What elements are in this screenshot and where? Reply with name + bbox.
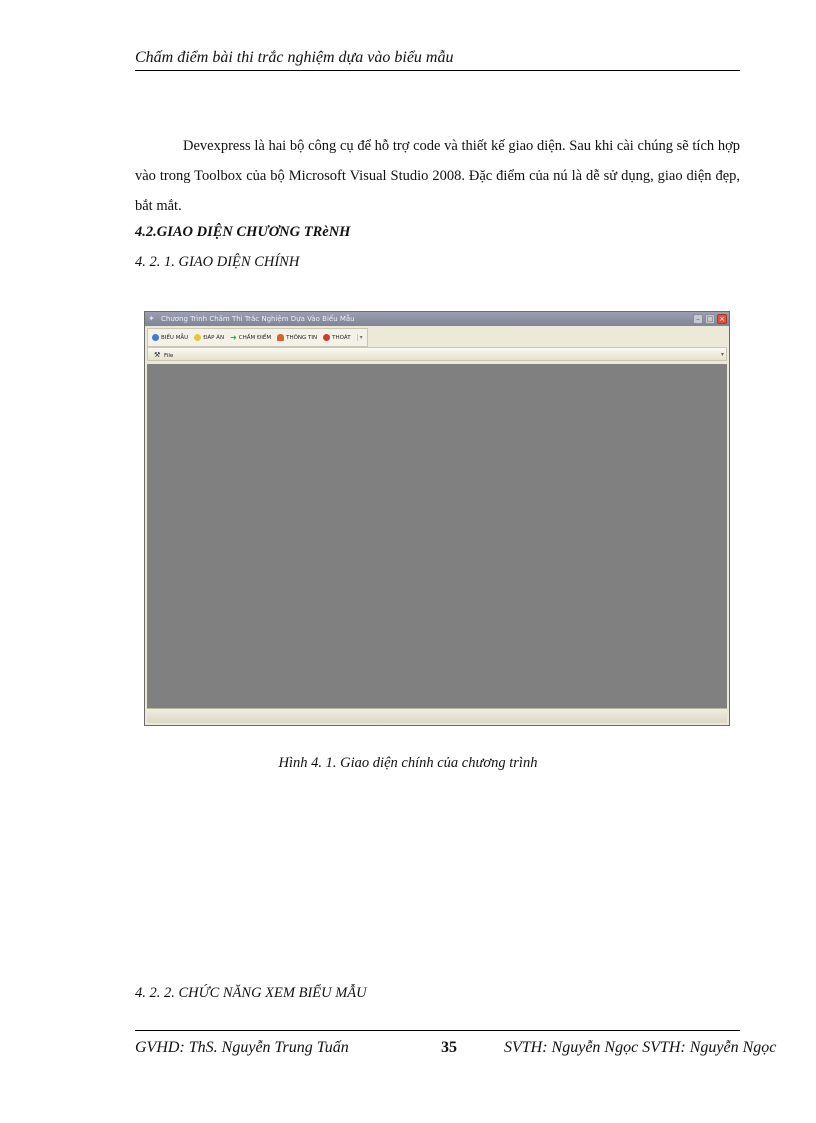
- toolbar-item-cham-diem[interactable]: [230, 333, 271, 342]
- toolbar-label: CHẤM ĐIỂM: [238, 334, 272, 341]
- toolbar-label: THÔNG TIN: [286, 334, 318, 341]
- toolbar-item-dap-an[interactable]: [194, 334, 224, 341]
- footer-supervisor: GVHD: ThS. Nguyễn Trung Tuấn: [135, 1039, 349, 1056]
- app-icon: ✦: [148, 314, 155, 323]
- minimize-icon[interactable]: –: [693, 314, 703, 324]
- menu-file[interactable]: File: [164, 353, 174, 359]
- toolbar-overflow-chevron-icon[interactable]: ▾: [357, 334, 363, 341]
- menubar-chevron-down-icon[interactable]: ▾: [720, 351, 724, 358]
- toolbar-item-bieu-mau[interactable]: [152, 334, 188, 341]
- subsection-heading-main-ui: 4. 2. 1. GIAO DIỆN CHÍNH: [135, 254, 300, 270]
- close-icon[interactable]: ×: [717, 314, 727, 324]
- toolbar-label: ĐÁP ÁN: [203, 334, 225, 341]
- arrow-right-icon: ➜: [230, 333, 237, 342]
- main-toolbar: [147, 328, 368, 347]
- body-paragraph: [135, 131, 740, 221]
- user-icon: [277, 334, 284, 341]
- mdi-workspace: [147, 364, 727, 708]
- footer-student: SVTH: Nguyễn Ngọc SVTH: Nguyễn Ngọc: [504, 1039, 777, 1056]
- exit-icon: [323, 334, 330, 341]
- maximize-icon[interactable]: □: [706, 315, 714, 323]
- toolbar-item-thoat[interactable]: [323, 334, 350, 341]
- page-number: 35: [441, 1039, 457, 1056]
- lightbulb-icon: [194, 334, 201, 341]
- toolbar-item-thong-tin[interactable]: [277, 334, 317, 341]
- subsection-heading-view-form: 4. 2. 2. CHỨC NĂNG XEM BIỂU MẪU: [135, 985, 367, 1001]
- toolbar-label: BIỂU MẪU: [161, 334, 189, 341]
- window-controls: [693, 314, 727, 324]
- app-screenshot-window: [144, 311, 730, 726]
- figure-caption: Hình 4. 1. Giao diện chính của chương trình: [278, 755, 538, 771]
- menu-bar: [147, 347, 727, 361]
- window-title: Chương Trình Chấm Thi Trắc Nghiệm Dựa Vào Biểu Mẫu: [161, 315, 355, 323]
- globe-icon: [152, 334, 159, 341]
- section-heading: 4.2.GIAO DIỆN CHƯƠNG TRèNH: [135, 224, 351, 240]
- wrench-icon: ⚒: [154, 351, 161, 359]
- page-header-title: Chấm điểm bài thi trắc nghiệm dựa vào biểu mẫu: [135, 49, 454, 66]
- paragraph-text: Devexpress là hai bộ công cụ để hỗ trợ code và thiết kế giao diện. Sau khi cài chúng sẽ tích hợp vào trong Toolbox của bộ Microsoft Visual Studio 2008. Đặc điểm của nú là dễ sử dụng, giao diện đẹp, bắt mắt.: [135, 138, 740, 214]
- header-rule: [135, 70, 740, 71]
- footer-rule: [135, 1030, 740, 1031]
- status-bar: [147, 708, 727, 723]
- toolbar-label: THOÁT: [332, 334, 351, 341]
- window-titlebar: [145, 312, 729, 326]
